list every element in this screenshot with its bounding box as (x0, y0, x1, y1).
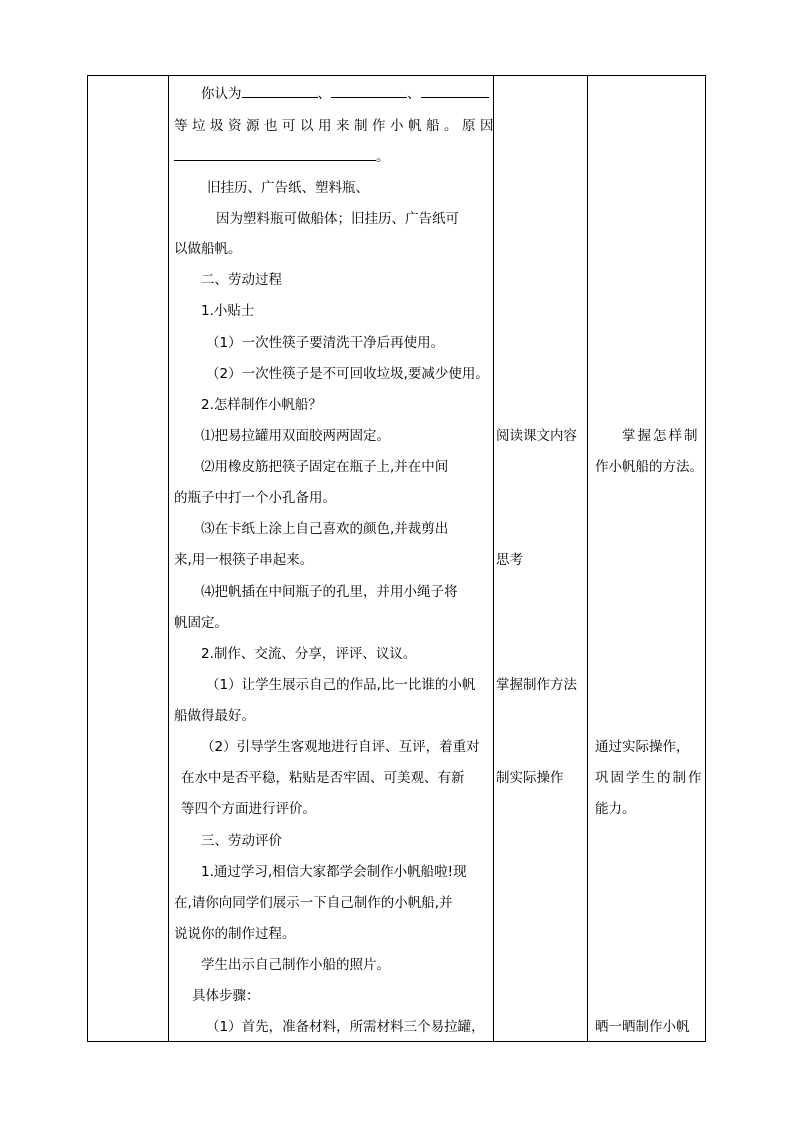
period: 。 (376, 149, 390, 165)
intent-2-cont-2: 能力。 (595, 801, 636, 817)
share-2-cont-2: 等四个方面进行评价。 (181, 801, 316, 817)
separator: 、 (317, 86, 331, 102)
step-2: ⑵用橡皮筋把筷子固定在瓶子上,并在中间 (201, 459, 449, 475)
share-heading: 2.制作、交流、分享，评评、议议。 (201, 646, 417, 662)
step-4-cont: 帆固定。 (174, 615, 228, 631)
share-1: （1）让学生展示自己的作品,比一比谁的小帆 (206, 677, 476, 693)
step-4: ⑷把帆插在中间瓶子的孔里，并用小绳子将 (201, 584, 458, 600)
question-line-2: 等垃圾资源也可以用来制作小帆船。原因 (174, 118, 498, 134)
tips-heading: 1.小贴士 (201, 303, 255, 319)
section-heading-process: 二、劳动过程 (201, 272, 282, 288)
intent-2: 通过实际操作， (595, 739, 690, 755)
question-line (201, 84, 489, 104)
evaluation-1-cont-2: 说说你的制作过程。 (174, 926, 296, 942)
intent-2-cont: 巩固学生的制作 (595, 770, 704, 786)
student-activity-think: 思考 (496, 552, 523, 568)
step-3: ⑶在卡纸上涂上自己喜欢的颜色,并裁剪出 (201, 521, 449, 537)
student-photos: 学生出示自己制作小船的照片。 (201, 957, 390, 973)
tip-2: （2）一次性筷子是不可回收垃圾,要减少使用。 (206, 366, 489, 382)
intent-1: 掌握怎样制 (622, 428, 700, 444)
answer-reason: 因为塑料瓶可做船体；旧挂历、广告纸可 (216, 211, 459, 227)
step-3-cont: 来,用一根筷子串起来。 (174, 552, 314, 568)
answer-blank-2 (331, 84, 407, 98)
section-heading-evaluation: 三、劳动评价 (201, 833, 282, 849)
share-2: （2）引导学生客观地进行自评、互评，着重对 (201, 739, 480, 755)
share-1-cont: 船做得最好。 (174, 708, 255, 724)
intent-1-cont: 作小帆船的方法。 (595, 459, 703, 475)
student-activity-practice: 制实际操作 (496, 770, 564, 786)
evaluation-1: 1.通过学习,相信大家都学会制作小帆船啦!现 (201, 864, 467, 880)
step-1: ⑴把易拉罐用双面胶两两固定。 (201, 428, 390, 444)
student-activity-read: 阅读课文内容 (496, 428, 577, 444)
answer-reason-cont: 以做船帆。 (174, 241, 242, 257)
step-2-cont: 的瓶子中打一个小孔备用。 (174, 490, 336, 506)
column-divider-2 (493, 76, 494, 1041)
steps-heading: 具体步骤： (192, 988, 260, 1004)
answer-blank-1 (242, 84, 318, 98)
answer-materials: 旧挂历、广告纸、塑料瓶、 (207, 180, 369, 196)
tip-1: （1）一次性筷子要清洗干净后再使用。 (206, 335, 445, 351)
intent-3: 晒一晒制作小帆 (595, 1019, 690, 1035)
evaluation-1-cont: 在,请你向同学们展示一下自己制作的小帆船,并 (174, 895, 453, 911)
column-divider-3 (587, 76, 588, 1041)
how-to-heading: 2.怎样制作小帆船？ (201, 397, 322, 413)
share-2-cont: 在水中是否平稳，粘贴是否牢固、可美观、有新 (181, 770, 465, 786)
reason-blank (174, 147, 376, 161)
separator: 、 (407, 86, 421, 102)
reason-line (174, 147, 390, 167)
answer-blank-3 (421, 84, 489, 98)
student-activity-master: 掌握制作方法 (496, 677, 577, 693)
question-prefix: 你认为 (201, 86, 242, 102)
detail-step-1: （1）首先，准备材料，所需材料三个易拉罐， (206, 1019, 485, 1035)
column-divider-1 (168, 76, 169, 1041)
